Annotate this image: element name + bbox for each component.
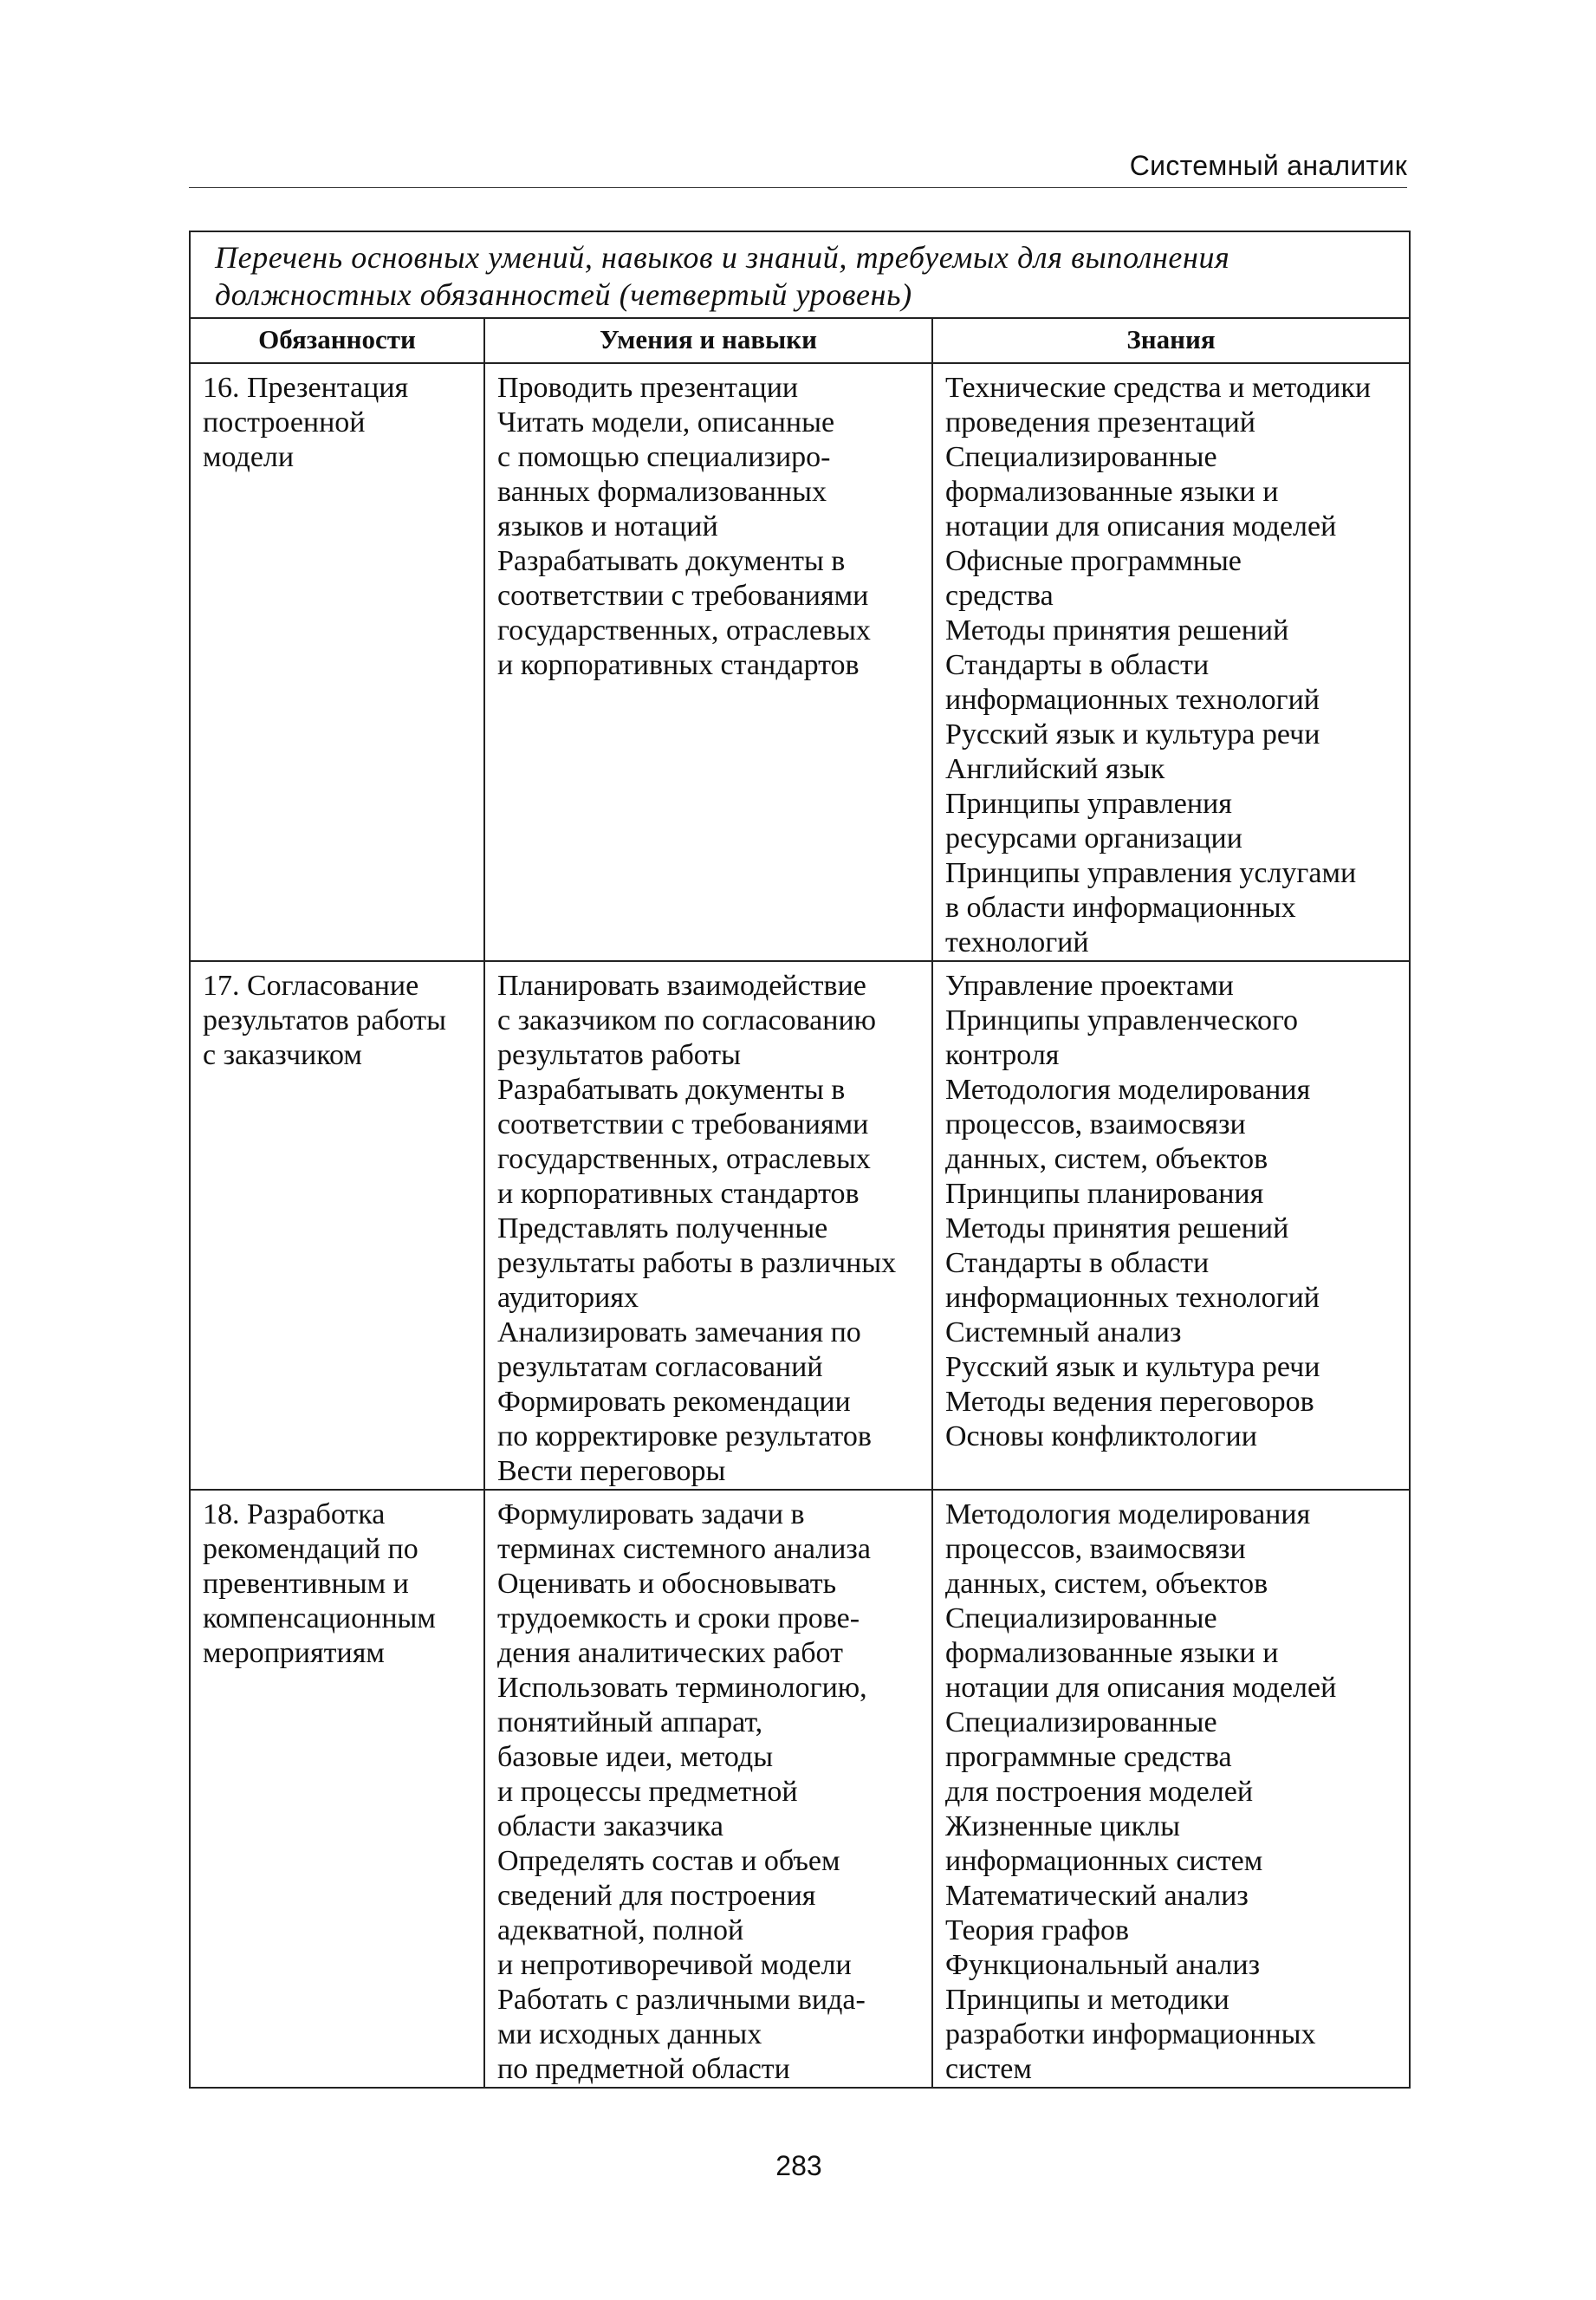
knowledge-line: формализованные языки и <box>945 476 1279 508</box>
skills-line: Вести переговоры <box>497 1455 726 1487</box>
knowledge-line: Принципы и методики <box>945 1984 1229 2016</box>
knowledge-line: Английский язык <box>945 753 1165 785</box>
skills-line: результаты работы в различных <box>497 1247 897 1279</box>
knowledge-line: информационных систем <box>945 1845 1263 1877</box>
knowledge-line: средства <box>945 580 1054 612</box>
knowledge-line: контроля <box>945 1039 1060 1071</box>
knowledge-line: Стандарты в области <box>945 649 1210 681</box>
skills-line: с заказчиком по согласованию <box>497 1004 877 1036</box>
knowledge-line: Системный анализ <box>945 1316 1182 1348</box>
knowledge-line: Методы принятия решений <box>945 614 1289 646</box>
knowledge-line: Теория графов <box>945 1914 1130 1946</box>
skills-line: терминах системного анализа <box>497 1533 871 1565</box>
duty-line: 16. Презентация <box>203 372 409 404</box>
skills-line: с помощью специализиро- <box>497 441 831 473</box>
skills-cell <box>484 363 932 961</box>
knowledge-line: Стандарты в области <box>945 1247 1210 1279</box>
table-caption-line: должностных обязанностей (четвертый уровень) <box>215 277 912 312</box>
knowledge-line: данных, систем, объектов <box>945 1143 1268 1175</box>
table-row <box>190 1490 1410 2088</box>
skills-line: Проводить презентации <box>497 372 799 404</box>
skills-line: Оценивать и обосновывать <box>497 1568 837 1600</box>
skills-cell <box>484 961 932 1490</box>
skills-line: Разрабатывать документы в <box>497 545 846 577</box>
skills-line: Разрабатывать документы в <box>497 1074 846 1106</box>
skills-line: Представлять полученные <box>497 1212 828 1244</box>
skills-line: области заказчика <box>497 1810 723 1842</box>
duty-line: мероприятиям <box>203 1637 385 1669</box>
duty-line: рекомендаций по <box>203 1533 418 1565</box>
table-caption-line: Перечень основных умений, навыков и знаний, требуемых для выполнения <box>215 240 1230 275</box>
table-row <box>190 961 1410 1490</box>
skills-line: по корректировке результатов <box>497 1420 872 1452</box>
column-header-knowledge: Знания <box>932 318 1410 363</box>
skills-cell <box>484 1490 932 2088</box>
skills-line: государственных, отраслевых <box>497 614 871 646</box>
skills-line: ми исходных данных <box>497 2018 762 2050</box>
skills-line: понятийный аппарат, <box>497 1706 763 1738</box>
knowledge-line: Методы ведения переговоров <box>945 1386 1314 1418</box>
knowledge-line: ресурсами организации <box>945 822 1242 854</box>
header-rule <box>189 187 1407 188</box>
skills-line: Формировать рекомендации <box>497 1386 851 1418</box>
knowledge-line: Жизненные циклы <box>945 1810 1180 1842</box>
skills-line: базовые идеи, методы <box>497 1741 774 1773</box>
knowledge-line: нотации для описания моделей <box>945 1672 1337 1704</box>
skills-line: и процессы предметной <box>497 1776 798 1808</box>
skills-line: адекватной, полной <box>497 1914 744 1946</box>
skills-line: и корпоративных стандартов <box>497 649 860 681</box>
knowledge-line: разработки информационных <box>945 2018 1316 2050</box>
knowledge-line: Принципы управления услугами <box>945 857 1357 889</box>
skills-line: соответствии с требованиями <box>497 580 869 612</box>
skills-line: и непротиворечивой модели <box>497 1949 852 1981</box>
knowledge-line: информационных технологий <box>945 684 1320 716</box>
knowledge-line: процессов, взаимосвязи <box>945 1108 1246 1140</box>
skills-line: Формулировать задачи в <box>497 1498 805 1530</box>
skills-line: Определять состав и объем <box>497 1845 840 1877</box>
knowledge-line: Специализированные <box>945 1602 1217 1634</box>
skills-line: аудиториях <box>497 1282 639 1314</box>
knowledge-line: программные средства <box>945 1741 1232 1773</box>
table-caption <box>190 231 1410 318</box>
duty-line: модели <box>203 441 295 473</box>
knowledge-line: Принципы управленческого <box>945 1004 1299 1036</box>
knowledge-line: Управление проектами <box>945 970 1234 1002</box>
knowledge-cell <box>932 961 1410 1490</box>
skills-line: Работать с различными вида- <box>497 1984 866 2016</box>
skills-line: результатам согласований <box>497 1351 823 1383</box>
skills-line: дения аналитических работ <box>497 1637 843 1669</box>
knowledge-line: Русский язык и культура речи <box>945 718 1320 750</box>
duty-cell <box>190 1490 484 2088</box>
skills-line: государственных, отраслевых <box>497 1143 871 1175</box>
knowledge-line: формализованные языки и <box>945 1637 1279 1669</box>
skills-line: и корпоративных стандартов <box>497 1178 860 1210</box>
page-number: 283 <box>775 2150 822 2181</box>
knowledge-line: Основы конфликтологии <box>945 1420 1257 1452</box>
knowledge-line: процессов, взаимосвязи <box>945 1533 1246 1565</box>
duty-line: результатов работы <box>203 1004 446 1036</box>
knowledge-line: для построения моделей <box>945 1776 1254 1808</box>
running-head-title: Системный аналитик <box>1129 150 1407 181</box>
duty-line: превентивным и <box>203 1568 409 1600</box>
knowledge-line: Технические средства и методики <box>945 372 1372 404</box>
table-row <box>190 363 1410 961</box>
skills-line: результатов работы <box>497 1039 741 1071</box>
skills-line: Анализировать замечания по <box>497 1316 861 1348</box>
duty-line: 17. Согласование <box>203 970 419 1002</box>
skills-line: соответствии с требованиями <box>497 1108 869 1140</box>
duty-cell <box>190 961 484 1490</box>
knowledge-line: Методология моделирования <box>945 1498 1311 1530</box>
skills-line: Читать модели, описанные <box>497 406 835 439</box>
skills-table <box>189 231 1411 2089</box>
column-header-skills: Умения и навыки <box>484 318 932 363</box>
knowledge-line: Специализированные <box>945 1706 1217 1738</box>
knowledge-line: систем <box>945 2053 1032 2085</box>
duty-cell <box>190 363 484 961</box>
knowledge-line: Функциональный анализ <box>945 1949 1261 1981</box>
knowledge-line: Принципы управления <box>945 788 1232 820</box>
skills-line: Планировать взаимодействие <box>497 970 866 1002</box>
duty-line: с заказчиком <box>203 1039 362 1071</box>
duty-line: построенной <box>203 406 366 439</box>
skills-line: ванных формализованных <box>497 476 827 508</box>
knowledge-line: Русский язык и культура речи <box>945 1351 1320 1383</box>
knowledge-line: Специализированные <box>945 441 1217 473</box>
knowledge-line: Принципы планирования <box>945 1178 1264 1210</box>
skills-line: сведений для построения <box>497 1880 816 1912</box>
skills-line: по предметной области <box>497 2053 790 2085</box>
skills-line: трудоемкость и сроки прове- <box>497 1602 860 1634</box>
skills-line: языков и нотаций <box>497 510 718 543</box>
column-header-row <box>190 318 1410 363</box>
knowledge-line: нотации для описания моделей <box>945 510 1337 543</box>
knowledge-line: Методы принятия решений <box>945 1212 1289 1244</box>
duty-line: 18. Разработка <box>203 1498 386 1530</box>
knowledge-line: Методология моделирования <box>945 1074 1311 1106</box>
skills-line: Использовать терминологию, <box>497 1672 867 1704</box>
knowledge-line: информационных технологий <box>945 1282 1320 1314</box>
duty-line: компенсационным <box>203 1602 436 1634</box>
table-caption-row <box>190 231 1410 318</box>
knowledge-line: в области информационных <box>945 892 1296 924</box>
knowledge-line: Офисные программные <box>945 545 1242 577</box>
knowledge-line: технологий <box>945 926 1089 958</box>
column-header-duties: Обязанности <box>190 318 484 363</box>
knowledge-cell <box>932 1490 1410 2088</box>
knowledge-line: Математический анализ <box>945 1880 1249 1912</box>
knowledge-line: данных, систем, объектов <box>945 1568 1268 1600</box>
knowledge-line: проведения презентаций <box>945 406 1255 439</box>
knowledge-cell <box>932 363 1410 961</box>
